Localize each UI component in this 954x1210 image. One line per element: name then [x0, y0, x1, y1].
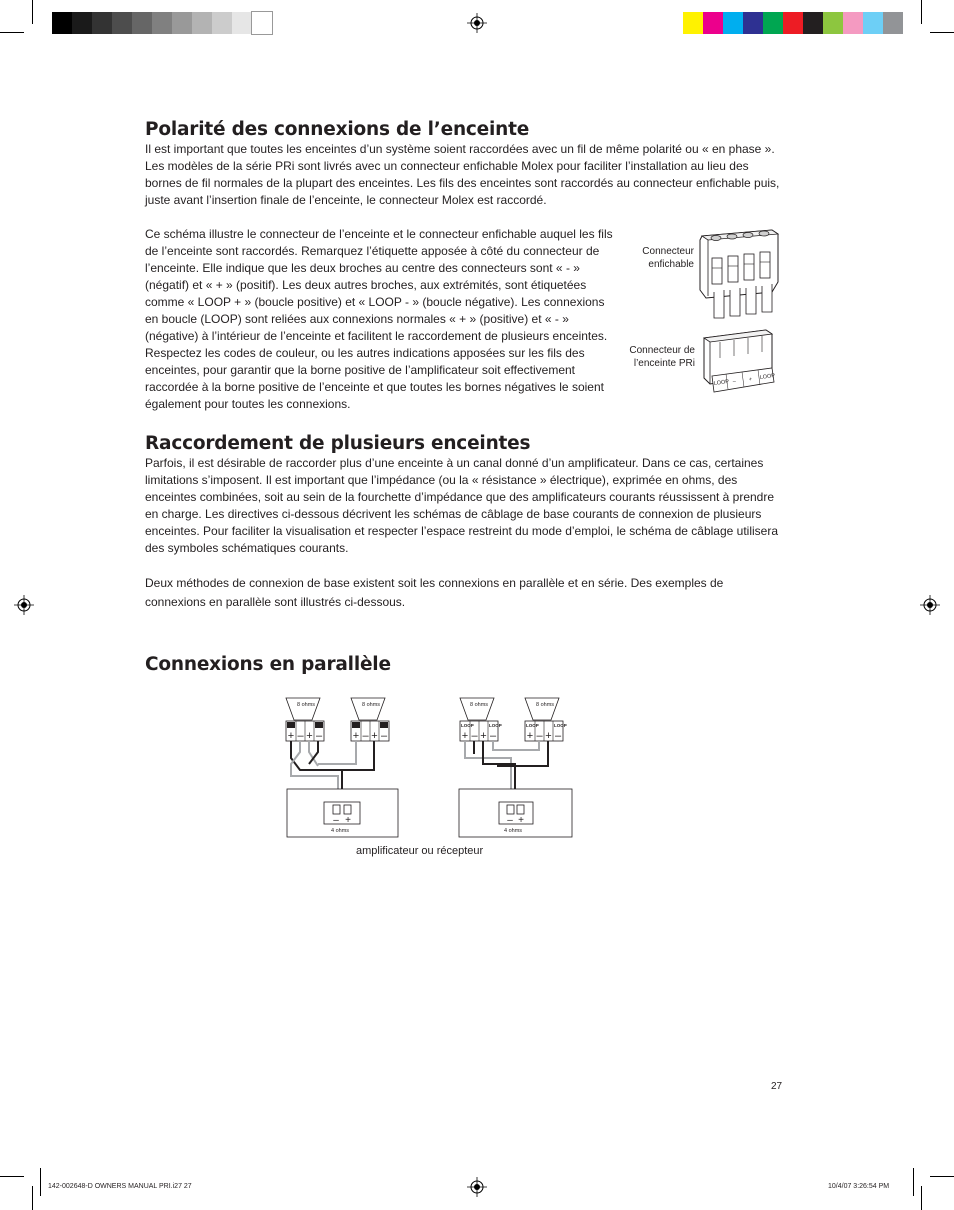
- color-swatch: [683, 12, 703, 34]
- color-swatch: [843, 12, 863, 34]
- plus-sign: +: [518, 815, 524, 826]
- minus-sign: –: [362, 730, 369, 742]
- minus-sign: –: [333, 815, 339, 826]
- gray-swatch: [152, 12, 172, 34]
- amp-impedance-label: 4 ohms: [331, 828, 350, 834]
- crop-mark: [0, 1176, 24, 1177]
- amp-impedance-label: 4 ohms: [504, 828, 523, 834]
- color-swatch: [883, 12, 903, 34]
- minus-sign: –: [536, 730, 543, 742]
- speaker-impedance-label: 8 ohms: [297, 702, 316, 708]
- minus-sign: –: [297, 730, 304, 742]
- color-swatch: [863, 12, 883, 34]
- tag-loop-text: LOOP: [713, 378, 730, 387]
- tag-loop-text: LOOP: [759, 372, 776, 381]
- footer-file-info: 142-002648-D OWNERS MANUAL PRI.i27 27: [48, 1183, 192, 1190]
- gray-swatch: [132, 12, 152, 34]
- crop-mark: [930, 32, 954, 33]
- plus-sign: +: [306, 730, 313, 742]
- gray-swatch: [212, 12, 232, 34]
- loop-label: LOOP: [554, 723, 567, 728]
- plus-sign: +: [545, 730, 552, 742]
- gray-swatch: [252, 12, 272, 34]
- plus-sign: +: [461, 730, 469, 742]
- color-swatch: [743, 12, 763, 34]
- minus-sign: –: [489, 730, 497, 742]
- color-swatch: [803, 12, 823, 34]
- loop-label: LOOP: [526, 723, 539, 728]
- loop-label: LOOP: [461, 723, 474, 728]
- gray-swatch: [92, 12, 112, 34]
- color-swatch: [763, 12, 783, 34]
- parallel-wiring-diagram: [280, 690, 580, 845]
- gray-swatch: [52, 12, 72, 34]
- registration-mark-icon: [14, 595, 34, 615]
- crop-mark: [930, 1176, 954, 1177]
- speaker-impedance-label: 8 ohms: [536, 702, 555, 708]
- gray-swatch: [172, 12, 192, 34]
- plus-sign: +: [345, 815, 351, 826]
- speaker-connector-label: Connecteur de l’enceinte PRi: [629, 345, 695, 369]
- tag-plus-text: +: [748, 376, 753, 383]
- diagram-caption: amplificateur ou récepteur: [356, 845, 484, 857]
- section-title-parallel: Connexions en parallèle: [145, 654, 391, 675]
- plug-connector-label: Connecteur enfichable: [642, 246, 694, 270]
- minus-sign: –: [380, 730, 388, 742]
- plus-sign: +: [287, 730, 295, 742]
- minus-sign: –: [554, 730, 562, 742]
- gray-swatch: [232, 12, 252, 34]
- tag-minus-text: –: [732, 378, 737, 385]
- multiple-paragraph-2: Deux méthodes de connexion de base existent soit les connexions en parallèle et en série. Des exemples de connexions en parallèle sont illustrés ci-dessous.: [145, 576, 724, 609]
- color-swatch: [823, 12, 843, 34]
- minus-sign: –: [507, 815, 513, 826]
- molex-connector-illustration: [696, 226, 782, 398]
- section-title-polarity: Polarité des connexions de l’enceinte: [145, 119, 530, 140]
- color-swatch: [783, 12, 803, 34]
- speaker-impedance-label: 8 ohms: [362, 702, 381, 708]
- section-title-multiple: Raccordement de plusieurs enceintes: [145, 433, 531, 454]
- polarity-paragraph-2: Ce schéma illustre le connecteur de l’enceinte et le connecteur enfichable auquel les fils de l’enceinte sont raccordés. Remarquez l’étiquette apposée à côté du connecteur de l’enceinte. Elle indique que les deux broches au centre des connecteurs sont « - » (négatif) et « + » (positif). Les deux autres broches, aux extrémités, sont étiquetées comme « LOOP + » (boucle positive) et « LOOP - » (boucle négative). Les connexions en boucle (LOOP) sont reliées aux connexions normales « + » (positive) et « - » (négative) à l’intérieur de l’enceinte et facilitent le raccordement de plusieurs enceintes. Respectez les codes de couleur, ou les autres indications apposées sur les fils des enceintes, pour garantir que la borne positive de l’amplificateur soit effectivement raccordée à la borne positive de l’enceinte et que toutes les bornes négatives le soient également pour toutes les connexions.: [145, 227, 613, 411]
- plus-sign: +: [352, 730, 360, 742]
- registration-mark-icon: [467, 1177, 487, 1197]
- plus-sign: +: [371, 730, 378, 742]
- color-swatch: [723, 12, 743, 34]
- crop-mark: [32, 0, 33, 24]
- minus-sign: –: [471, 730, 478, 742]
- crop-mark: [921, 0, 922, 24]
- registration-mark-icon: [467, 13, 487, 33]
- plus-sign: +: [526, 730, 534, 742]
- polarity-paragraph-1: Il est important que toutes les enceintes d’un système soient raccordées avec un fil de même polarité ou « en phase ». Les modèles de la série PRi sont livrés avec un connecteur enfichable Molex pour faciliter l’installation au lieu des bornes de fil normales de la plupart des enceintes. Les fils des enceintes sont raccordés au connecteur enfichable puis, juste avant l’insertion finale de l’enceinte, le connecteur Molex est raccordé.: [145, 142, 780, 207]
- crop-mark: [40, 1168, 41, 1196]
- registration-mark-icon: [920, 595, 940, 615]
- speaker-impedance-label: 8 ohms: [470, 702, 489, 708]
- minus-sign: –: [315, 730, 323, 742]
- loop-label: LOOP: [489, 723, 502, 728]
- crop-mark: [913, 1168, 914, 1196]
- color-swatch: [703, 12, 723, 34]
- multiple-paragraph-1: Parfois, il est désirable de raccorder plus d’une enceinte à un canal donné d’un amplificateur. Dans ce cas, certaines limitations s’imposent. Il est important que l’impédance (ou la « résistance » électrique), exprimée en ohms, des enceintes combinées, soit au sein de la fourchette d’impédance que des amplificateurs courants réussissent à prendre en charge. Les directives ci-dessous décrivent les schémas de câblage de base courants de connexion de plusieurs enceintes. Pour faciliter la visualisation et respecter l’espace restreint du mode d’emploi, le schéma de câblage utilisera des symboles schématiques courants.: [145, 456, 778, 555]
- plus-sign: +: [480, 730, 487, 742]
- gray-swatch: [112, 12, 132, 34]
- footer-timestamp: 10/4/07 3:26:54 PM: [828, 1183, 890, 1190]
- crop-mark: [921, 1186, 922, 1210]
- crop-mark: [32, 1186, 33, 1210]
- crop-mark: [0, 32, 24, 33]
- gray-swatch: [192, 12, 212, 34]
- page-number: 27: [771, 1081, 783, 1092]
- gray-swatch: [72, 12, 92, 34]
